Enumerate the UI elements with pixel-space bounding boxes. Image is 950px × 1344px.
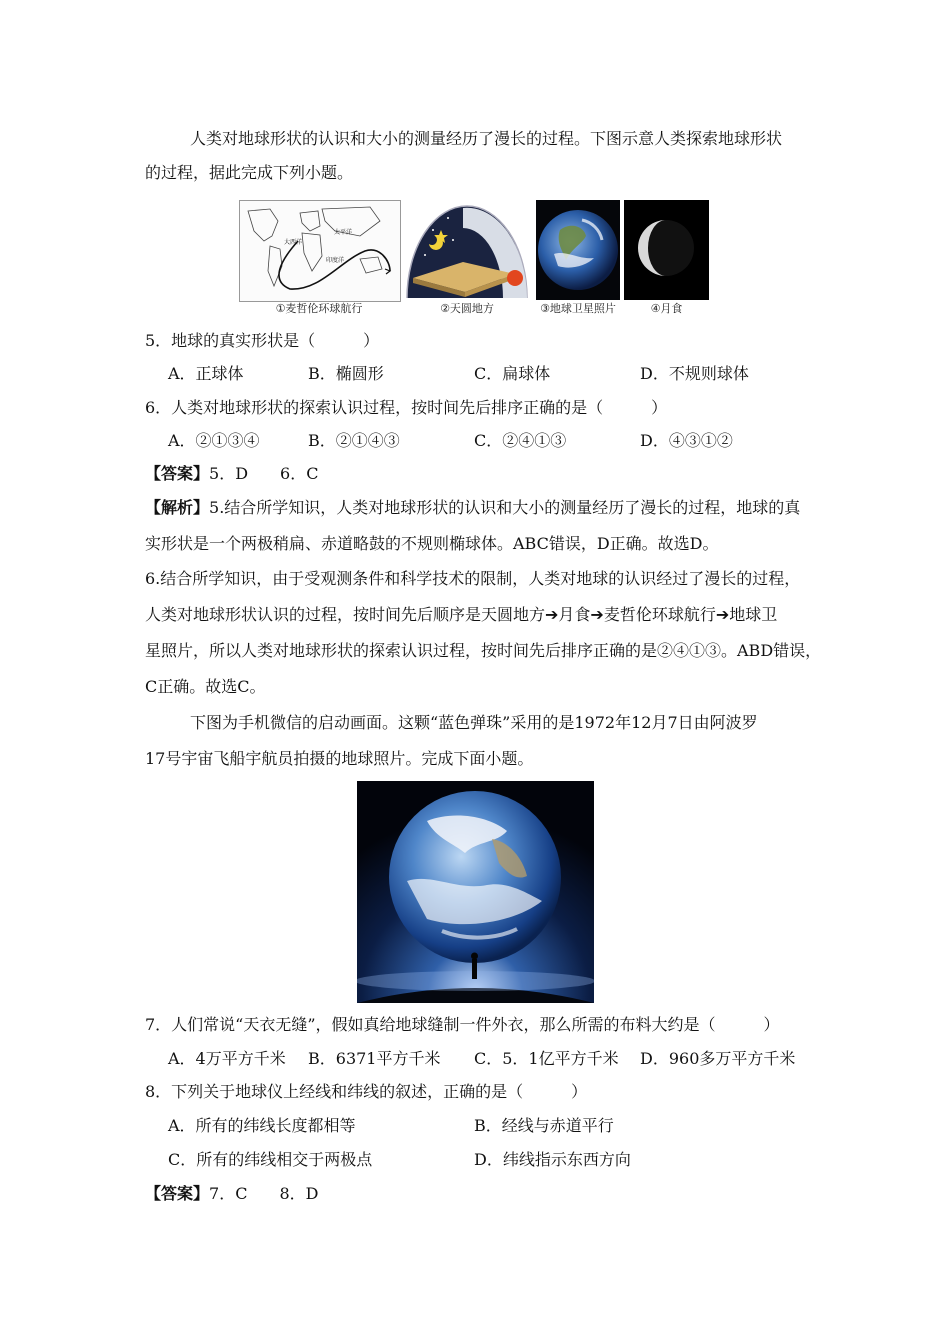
- lunar-eclipse-image: [624, 200, 709, 300]
- answer2: [145, 1183, 318, 1205]
- intro2-line2: 17号宇宙飞船宇航员拍摄的地球照片。完成下面小题。: [145, 749, 534, 768]
- q6-option-a: A．②①③④: [168, 431, 260, 450]
- intro1-line2: 的过程，据此完成下列小题。: [145, 163, 354, 182]
- q6-stem: 6．人类对地球形状的探索认识过程，按时间先后排序正确的是（ ）: [145, 398, 668, 417]
- q6-option-b: B．②①④③: [308, 431, 400, 450]
- q7-option-a: A．4万平方千米: [168, 1049, 286, 1068]
- map-label-pacific: 太平洋: [334, 229, 353, 236]
- answer1-label: 【答案】: [145, 464, 210, 483]
- q7-option-b: B．6371平方千米: [308, 1049, 441, 1068]
- analysis1-line5: 星照片，所以人类对地球形状的探索认识过程，按时间先后排序正确的是②④①③。ABD错误，: [145, 641, 822, 660]
- caption-eclipse: ④月食: [650, 302, 683, 315]
- answer1: [145, 463, 318, 485]
- analysis1-line6: C正确。故选C。: [145, 677, 266, 696]
- intro2-line1: 下图为手机微信的启动画面。这颗“蓝色弹珠”采用的是1972年12月7日由阿波罗: [190, 713, 758, 732]
- blue-marble-photo: [357, 781, 594, 1003]
- analysis1-line2: 实形状是一个两极稍扁、赤道略鼓的不规则椭球体。ABC错误，D正确。故选D。: [145, 534, 719, 553]
- q5-stem: 5．地球的真实形状是（ ）: [145, 331, 380, 350]
- map-label-atlantic: 大西洋: [284, 239, 303, 246]
- answer2-text: 7．C 8．D: [209, 1184, 319, 1203]
- analysis1-label: 【解析】: [145, 498, 210, 517]
- q5-option-b: B．椭圆形: [308, 364, 384, 383]
- round-sky-square-earth-image: [403, 200, 531, 300]
- analysis1-line1: [145, 497, 800, 519]
- answer1-text: 5．D 6．C: [209, 464, 319, 483]
- q7-option-c: C．5．1亿平方千米: [474, 1049, 619, 1068]
- analysis1-text-1: 5.结合所学知识，人类对地球形状的认识和大小的测量经历了漫长的过程，地球的真: [209, 498, 801, 517]
- q5-option-a: A．正球体: [168, 364, 244, 383]
- q5-option-c: C．扁球体: [474, 364, 551, 383]
- magellan-map-image: [239, 200, 401, 302]
- q6-option-d: D．④③①②: [640, 431, 733, 450]
- q8-stem: 8．下列关于地球仪上经线和纬线的叙述，正确的是（ ）: [145, 1082, 588, 1101]
- q8-option-c: C．所有的纬线相交于两极点: [168, 1150, 373, 1169]
- caption-satellite: ③地球卫星照片: [540, 302, 616, 315]
- q5-option-d: D．不规则球体: [640, 364, 749, 383]
- satellite-earth-image: [536, 200, 620, 300]
- intro1-line1: 人类对地球形状的认识和大小的测量经历了漫长的过程。下图示意人类探索地球形状: [190, 129, 783, 148]
- answer2-label: 【答案】: [145, 1184, 210, 1203]
- map-label-indian: 印度洋: [326, 257, 345, 264]
- q7-option-d: D．960多万平方千米: [640, 1049, 796, 1068]
- q6-option-c: C．②④①③: [474, 431, 567, 450]
- q8-option-d: D．纬线指示东西方向: [474, 1150, 631, 1169]
- analysis1-line4: 人类对地球形状认识的过程，按时间先后顺序是天圆地方➔月食➔麦哲伦环球航行➔地球卫: [145, 605, 778, 624]
- analysis1-line3: 6.结合所学知识，由于受观测条件和科学技术的限制，人类对地球的认识经过了漫长的过程，: [145, 569, 801, 588]
- caption-round-sky: ②天圆地方: [440, 302, 494, 315]
- exploration-figure: [239, 200, 709, 320]
- caption-magellan: ①麦哲伦环球航行: [275, 302, 363, 315]
- q7-stem: 7．人们常说“天衣无缝”，假如真给地球缝制一件外衣，那么所需的布料大约是（ ）: [145, 1015, 780, 1034]
- q8-option-b: B．经线与赤道平行: [474, 1116, 614, 1135]
- q8-option-a: A．所有的纬线长度都相等: [168, 1116, 356, 1135]
